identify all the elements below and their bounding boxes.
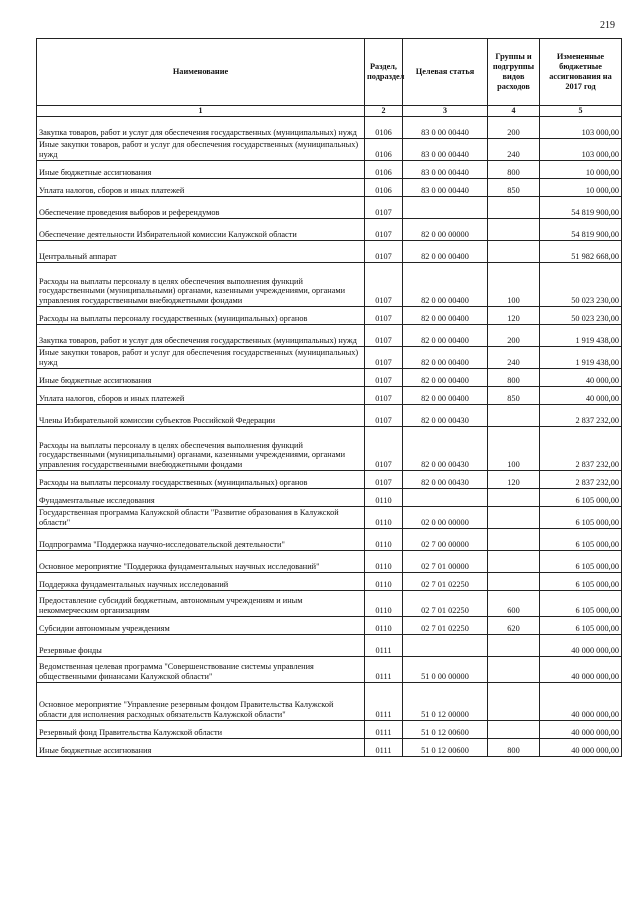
row-amount: 40 000 000,00 (540, 657, 622, 683)
row-target-article: 83 0 00 00440 (403, 117, 488, 139)
row-amount: 2 837 232,00 (540, 427, 622, 471)
header-groups: Группы и подгруппы видов расходов (488, 39, 540, 106)
row-section-code: 0107 (365, 387, 403, 405)
row-target-article: 82 0 00 00400 (403, 347, 488, 369)
row-name: Субсидии автономным учреждениям (37, 617, 365, 635)
row-section-code: 0106 (365, 161, 403, 179)
row-section-code: 0110 (365, 507, 403, 529)
row-target-article: 02 0 00 00000 (403, 507, 488, 529)
row-target-article: 82 0 00 00400 (403, 387, 488, 405)
row-name: Ведомственная целевая программа "Совершенствование системы управления общественными финансами Калужской области" (37, 657, 365, 683)
row-target-article: 82 0 00 00400 (403, 325, 488, 347)
row-section-code: 0107 (365, 405, 403, 427)
row-target-article: 82 0 00 00430 (403, 427, 488, 471)
row-target-article (403, 635, 488, 657)
row-amount: 6 105 000,00 (540, 591, 622, 617)
row-expense-group: 200 (488, 117, 540, 139)
row-amount: 40 000,00 (540, 369, 622, 387)
row-amount: 10 000,00 (540, 161, 622, 179)
row-section-code: 0107 (365, 325, 403, 347)
row-expense-group: 800 (488, 161, 540, 179)
row-section-code: 0106 (365, 179, 403, 197)
row-name: Резервный фонд Правительства Калужской области (37, 721, 365, 739)
row-name: Закупка товаров, работ и услуг для обеспечения государственных (муниципальных) нужд (37, 325, 365, 347)
row-amount: 6 105 000,00 (540, 573, 622, 591)
table-row (37, 241, 622, 263)
row-target-article: 82 0 00 00400 (403, 241, 488, 263)
row-expense-group (488, 529, 540, 551)
row-expense-group (488, 683, 540, 721)
table-row (37, 197, 622, 219)
row-amount: 2 837 232,00 (540, 471, 622, 489)
table-row (37, 325, 622, 347)
row-section-code: 0107 (365, 219, 403, 241)
row-target-article (403, 197, 488, 219)
row-amount: 54 819 900,00 (540, 197, 622, 219)
row-expense-group (488, 657, 540, 683)
row-expense-group: 800 (488, 369, 540, 387)
row-expense-group (488, 405, 540, 427)
table-row (37, 139, 622, 161)
table-row (37, 405, 622, 427)
header-amount: Измененные бюджетные ассигнования на 2017 год (540, 39, 622, 106)
row-name: Фундаментальные исследования (37, 489, 365, 507)
table-row (37, 683, 622, 721)
row-name: Закупка товаров, работ и услуг для обеспечения государственных (муниципальных) нужд (37, 117, 365, 139)
row-amount: 1 919 438,00 (540, 325, 622, 347)
row-expense-group: 100 (488, 427, 540, 471)
row-name: Центральный аппарат (37, 241, 365, 263)
row-expense-group: 240 (488, 139, 540, 161)
row-expense-group (488, 721, 540, 739)
row-name: Расходы на выплаты персоналу государственных (муниципальных) органов (37, 307, 365, 325)
row-expense-group: 100 (488, 263, 540, 307)
row-section-code: 0107 (365, 427, 403, 471)
table-row (37, 219, 622, 241)
row-name: Обеспечение деятельности Избирательной комиссии Калужской области (37, 219, 365, 241)
row-target-article: 83 0 00 00440 (403, 161, 488, 179)
row-expense-group: 600 (488, 591, 540, 617)
row-expense-group (488, 551, 540, 573)
row-target-article: 82 0 00 00000 (403, 219, 488, 241)
row-target-article: 51 0 12 00600 (403, 739, 488, 757)
row-section-code: 0107 (365, 347, 403, 369)
row-name: Расходы на выплаты персоналу государственных (муниципальных) органов (37, 471, 365, 489)
row-section-code: 0110 (365, 489, 403, 507)
row-target-article: 51 0 00 00000 (403, 657, 488, 683)
table-row (37, 573, 622, 591)
row-target-article: 82 0 00 00430 (403, 471, 488, 489)
row-target-article: 02 7 01 02250 (403, 591, 488, 617)
row-expense-group (488, 219, 540, 241)
table-row (37, 635, 622, 657)
row-expense-group: 800 (488, 739, 540, 757)
table-row (37, 489, 622, 507)
row-amount: 10 000,00 (540, 179, 622, 197)
row-expense-group: 850 (488, 179, 540, 197)
row-section-code: 0107 (365, 369, 403, 387)
row-expense-group: 850 (488, 387, 540, 405)
table-row (37, 263, 622, 307)
row-expense-group: 240 (488, 347, 540, 369)
row-name: Основное мероприятие "Управление резервным фондом Правительства Калужской области для исполнения расходных обязательств Калужской области" (37, 683, 365, 721)
row-section-code: 0107 (365, 197, 403, 219)
table-row (37, 739, 622, 757)
row-section-code: 0111 (365, 635, 403, 657)
row-expense-group (488, 573, 540, 591)
column-number: 4 (488, 106, 540, 117)
row-expense-group (488, 635, 540, 657)
row-target-article: 02 7 00 00000 (403, 529, 488, 551)
row-amount: 6 105 000,00 (540, 529, 622, 551)
column-number-row (37, 106, 622, 117)
row-amount: 6 105 000,00 (540, 551, 622, 573)
row-section-code: 0111 (365, 657, 403, 683)
row-section-code: 0110 (365, 551, 403, 573)
row-expense-group (488, 507, 540, 529)
table-header-row (37, 39, 622, 106)
row-amount: 6 105 000,00 (540, 489, 622, 507)
row-expense-group: 120 (488, 307, 540, 325)
row-name: Уплата налогов, сборов и иных платежей (37, 179, 365, 197)
row-target-article (403, 489, 488, 507)
row-name: Поддержка фундаментальных научных исследований (37, 573, 365, 591)
row-name: Иные бюджетные ассигнования (37, 161, 365, 179)
table-row (37, 179, 622, 197)
row-target-article: 51 0 12 00000 (403, 683, 488, 721)
row-amount: 103 000,00 (540, 117, 622, 139)
row-amount: 50 023 230,00 (540, 263, 622, 307)
row-amount: 40 000 000,00 (540, 721, 622, 739)
row-name: Резервные фонды (37, 635, 365, 657)
row-amount: 1 919 438,00 (540, 347, 622, 369)
table-row (37, 161, 622, 179)
row-amount: 40 000 000,00 (540, 739, 622, 757)
row-name: Иные бюджетные ассигнования (37, 739, 365, 757)
table-row (37, 507, 622, 529)
row-section-code: 0107 (365, 241, 403, 263)
row-target-article: 82 0 00 00400 (403, 307, 488, 325)
table-row (37, 347, 622, 369)
row-section-code: 0107 (365, 307, 403, 325)
column-number: 5 (540, 106, 622, 117)
row-expense-group: 120 (488, 471, 540, 489)
row-amount: 40 000,00 (540, 387, 622, 405)
row-name: Расходы на выплаты персоналу в целях обеспечения выполнения функций государственными (муниципальными) органами, казенными учреждениями, органами управления государственными внебюджетными фондами (37, 263, 365, 307)
row-target-article: 82 0 00 00430 (403, 405, 488, 427)
row-name: Подпрограмма "Поддержка научно-исследовательской деятельности" (37, 529, 365, 551)
row-amount: 40 000 000,00 (540, 683, 622, 721)
table-row (37, 307, 622, 325)
header-section: Раздел, подраздел (365, 39, 403, 106)
row-target-article: 82 0 00 00400 (403, 263, 488, 307)
column-number: 2 (365, 106, 403, 117)
row-name: Уплата налогов, сборов и иных платежей (37, 387, 365, 405)
header-article: Целевая статья (403, 39, 488, 106)
row-section-code: 0111 (365, 739, 403, 757)
table-row (37, 591, 622, 617)
row-expense-group (488, 489, 540, 507)
table-row (37, 369, 622, 387)
row-target-article: 02 7 01 02250 (403, 617, 488, 635)
row-section-code: 0110 (365, 591, 403, 617)
table-row (37, 721, 622, 739)
row-name: Предоставление субсидий бюджетным, автономным учреждениям и иным некоммерческим организациям (37, 591, 365, 617)
row-target-article: 51 0 12 00600 (403, 721, 488, 739)
row-target-article: 83 0 00 00440 (403, 139, 488, 161)
row-section-code: 0107 (365, 471, 403, 489)
row-target-article: 02 7 01 02250 (403, 573, 488, 591)
header-name: Наименование (37, 39, 365, 106)
page-number: 219 (600, 20, 615, 31)
row-amount: 50 023 230,00 (540, 307, 622, 325)
row-expense-group: 620 (488, 617, 540, 635)
row-name: Расходы на выплаты персоналу в целях обеспечения выполнения функций государственными (муниципальными) органами, казенными учреждениями, органами управления государственными внебюджетными фондами (37, 427, 365, 471)
row-section-code: 0106 (365, 117, 403, 139)
row-target-article: 02 7 01 00000 (403, 551, 488, 573)
row-name: Государственная программа Калужской области "Развитие образования в Калужской области" (37, 507, 365, 529)
row-name: Обеспечение проведения выборов и референдумов (37, 197, 365, 219)
table-row (37, 617, 622, 635)
row-amount: 40 000 000,00 (540, 635, 622, 657)
row-amount: 6 105 000,00 (540, 617, 622, 635)
row-section-code: 0111 (365, 721, 403, 739)
row-section-code: 0110 (365, 617, 403, 635)
table-row (37, 387, 622, 405)
row-amount: 6 105 000,00 (540, 507, 622, 529)
row-section-code: 0111 (365, 683, 403, 721)
row-amount: 54 819 900,00 (540, 219, 622, 241)
row-expense-group (488, 197, 540, 219)
row-amount: 2 837 232,00 (540, 405, 622, 427)
row-name: Члены Избирательной комиссии субъектов Российской Федерации (37, 405, 365, 427)
row-expense-group (488, 241, 540, 263)
table-row (37, 657, 622, 683)
row-target-article: 82 0 00 00400 (403, 369, 488, 387)
table-row (37, 427, 622, 471)
row-section-code: 0107 (365, 263, 403, 307)
row-name: Иные закупки товаров, работ и услуг для обеспечения государственных (муниципальных) нужд (37, 347, 365, 369)
table-row (37, 117, 622, 139)
row-section-code: 0110 (365, 573, 403, 591)
row-name: Иные бюджетные ассигнования (37, 369, 365, 387)
row-target-article: 83 0 00 00440 (403, 179, 488, 197)
column-number: 3 (403, 106, 488, 117)
row-amount: 51 982 668,00 (540, 241, 622, 263)
table-row (37, 529, 622, 551)
row-section-code: 0110 (365, 529, 403, 551)
row-name: Иные закупки товаров, работ и услуг для обеспечения государственных (муниципальных) нужд (37, 139, 365, 161)
column-number: 1 (37, 106, 365, 117)
row-name: Основное мероприятие "Поддержка фундаментальных научных исследований" (37, 551, 365, 573)
table-row (37, 551, 622, 573)
row-expense-group: 200 (488, 325, 540, 347)
table-row (37, 471, 622, 489)
row-section-code: 0106 (365, 139, 403, 161)
row-amount: 103 000,00 (540, 139, 622, 161)
budget-table (36, 38, 622, 757)
